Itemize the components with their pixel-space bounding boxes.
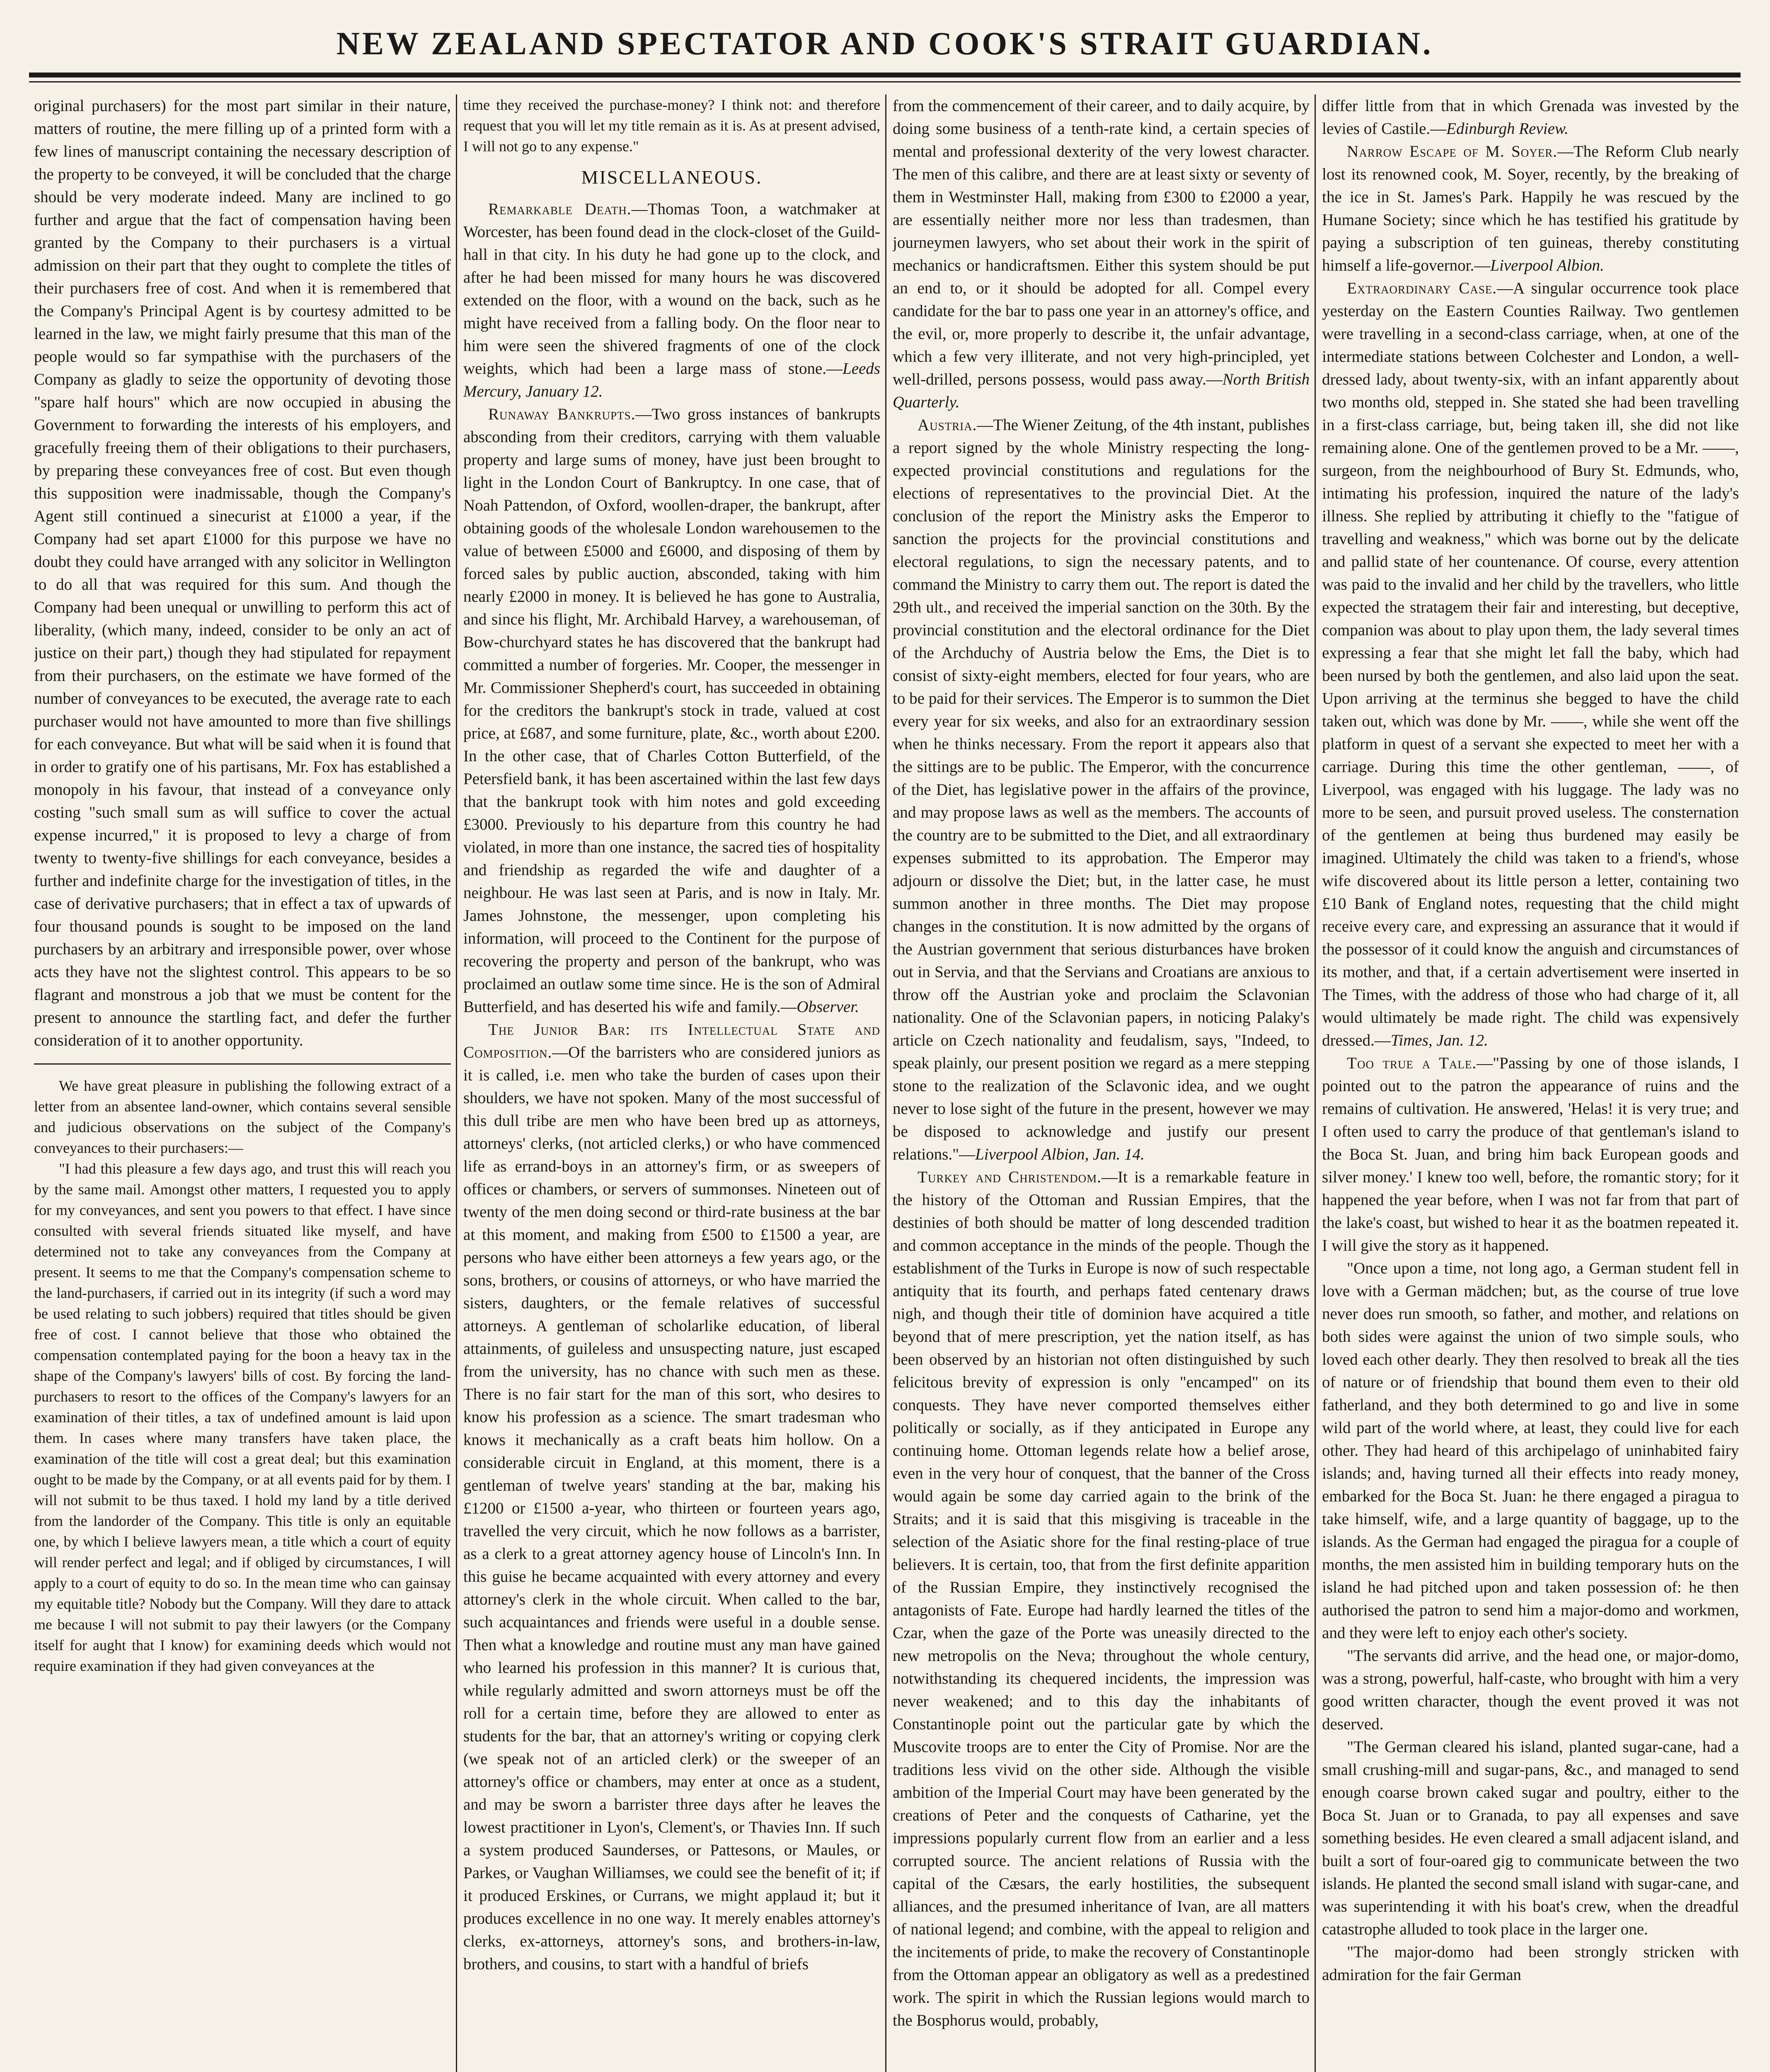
news-item-title: Narrow Escape of M. Soyer. bbox=[1347, 143, 1557, 160]
column-1 bbox=[34, 94, 451, 2072]
news-item bbox=[463, 403, 880, 1018]
news-item-title: Too true a Tale. bbox=[1347, 1054, 1477, 1072]
news-item-body: —Of the barristers who are considered juniors as it is called, i.e. men who take the burden of cases upon their shoulders, we have not spoken. Many of the most successful of this dull tribe are men who have been bred up as attorneys, attorneys' clerks, (not articled clerks,) or who have commenced life as errand-boys in an attorney's firm, or as sweepers of offices or chambers, or servers of summonses. Nineteen out of twenty of the men doing second or third-rate business at the bar at this moment, and making from £500 to £1500 a year, are persons who have either been attorneys a few years ago, or the sons, brothers, or cousins of attorneys, or who have married the sisters, daughters, or the female relatives of successful attorneys. A gentleman of scholarlike education, of liberal attainments, of guileless and unsuspecting nature, just escaped from the university, has no chance with such men as these. There is no fair start for the man of this sort, who desires to know his profession as a science. The smart tradesman who knows it mechanically as a craft beats him hollow. On a considerable circuit in England, at this moment, there is a gentleman of twelve years' standing at the bar, making his £1200 or £1500 a-year, who thirteen or fourteen years ago, travelled the very circuit, which he now follows as a barrister, as a clerk to a great attorney agency house of Lincoln's Inn. In this guise he became acquainted with every attorney and every attorney's clerk in the whole circuit. When called to the bar, such acquaintances and friends were useful in a double sense. Then what a knowledge and routine must any man have gained who learned his profession in this manner? It is curious that, while regularly admitted and sworn attorneys must be off the roll for a certain time, before they are allowed to enter as students for the bar, that an attorney's writing or copying clerk (we speak not of an articled clerk) or the sweeper of an attorney's office or chambers, may enter at once as a student, and may be sworn a barrister three days after he leaves the lowest practitioner in Lyon's, Clement's, or Thavies Inn. If such a system produced Saunderses, or Pattesons, or Maules, or Parkes, or Vaughan Williamses, we could see the benefit of it; if it produced Erskines, or Currans, we might applaud it; but it produces excellence in no one way. It merely enables attorney's clerks, ex-attorneys, attorney's sons, and brothers-in-law, brothers, and cousins, to start with a handful of briefs bbox=[463, 1043, 880, 1973]
news-item-title: The Junior Bar: its Intellectual State and Composition. bbox=[463, 1021, 880, 1061]
news-item-body: —Thomas Toon, a watchmaker at Worcester, has been found dead in the clock-closet of the Guild-hall in that city. In his duty he had gone up to the clock, and after he had been missed for many hours he was discovered extended on the floor, with a wound on the back, such as he might have received from a falling body. On the floor near to him were seen the shivered fragments of one of the clock weights, which had been a large mass of stone.— bbox=[463, 200, 880, 378]
section-rule bbox=[34, 1063, 451, 1065]
section-heading: MISCELLANEOUS. bbox=[581, 167, 763, 188]
news-item-title: Turkey and Christendom. bbox=[918, 1168, 1102, 1186]
masthead-rule-thick bbox=[29, 73, 1741, 77]
news-item bbox=[1322, 277, 1739, 1052]
news-item-body: —The Wiener Zeitung, of the 4th instant, publishes a report signed by the whole Ministry respecting the long-expected provincial constitutions and regulations for the elections of representatives to the provincial Diet. At the conclusion of the report the Ministry asks the Emperor to sanction the projects for the provincial constitutions and electoral regulations, to sign the necessary patents, and to command the Ministry to carry them out. The report is dated the 29th ult., and received the imperial sanction on the 30th. By the provincial constitution and the electoral ordinance for the Diet of the Archduchy of Austria below the Ems, the Diet is to consist of sixty-eight members, elected for four years, who are to be paid for their services. The Emperor is to summon the Diet every year for six weeks, and also for an extraordinary session when he thinks necessary. From the report it appears also that the sittings are to be public. The Emperor, with the concurrence of the Diet, has legislative power in the affairs of the province, and may propose laws as well as the members. The accounts of the country are to be submitted to the Diet, and all extraordinary expenses submitted to its approbation. The Emperor may adjourn or dissolve the Diet; but, in the latter case, he must summon another in three months. The Diet may propose changes in the constitution. It is now admitted by the organs of the Austrian government that serious disturbances have broken out in Servia, and that the Servians and Croatians are anxious to throw off the Austrian yoke and proclaim the Sclavonian nationality. One of the Sclavonian papers, in noticing Palaky's article on Czech nationality and feudalism, says, "Indeed, to speak plainly, our present position we regard as a mere stepping stone to the realization of the Sclavonic idea, and we ought never to lose sight of the future in the present, however we may be disposed to acknowledge and justify our present relations."— bbox=[893, 416, 1310, 1163]
news-item-source: Liverpool Albion, Jan. 14. bbox=[975, 1145, 1145, 1163]
news-item bbox=[1322, 94, 1739, 140]
article-paragraph: We have great pleasure in publishing the following extract of a letter from an absentee land-owner, which contains several sensible and judicious observations on the subject of the Company's conveyances to their purchasers:— bbox=[34, 1077, 451, 1156]
column-2 bbox=[463, 94, 880, 2072]
story-paragraph: "The German cleared his island, planted sugar-cane, had a small crushing-mill and sugar-pans, &c., and managed to send enough coarse brown caked sugar and poultry, either to the Boca St. Juan or to Granada, to pay all expenses and save something besides. He even cleared a small adjacent island, and built a sort of four-oared gig to communicate between the two islands. He planted the second small island with sugar-cane, and was superintending it with his boat's crew, when the dreadful catastrophe alluded to took place in the larger one. bbox=[1322, 1738, 1739, 1938]
news-item-title: Runaway Bankrupts. bbox=[488, 405, 636, 423]
news-item-body: differ little from that in which Grenada was invested by the levies of Castile.— bbox=[1322, 97, 1739, 138]
news-item-title: Remarkable Death. bbox=[488, 200, 632, 218]
news-item-body: —It is a remarkable feature in the history of the Ottoman and Russian Empires, that the destinies of both should be matter of long descended tradition and common acceptance in the minds of the people. Though the establishment of the Turks in Europe is now of such respectable antiquity that its fourth, and perhaps fated centenary draws nigh, and though their title of dominion have acquired a title beyond that of mere prescription, yet the nation itself, as has been observed by an historian not often distinguished by such felicitous brevity of expression is only "encamped" on its conquests. They have never comported themselves either politically or socially, as if they anticipated in Europe any continuing home. Ottoman legends relate how a belief arose, even in the very hour of conquest, that the banner of the Cross would again be some day carried again to the brink of the Straits; and it is said that this misgiving is traceable in the selection of the Asiatic shore for the final resting-place of true believers. It is certain, too, that from the first definite apparition of the Russian Empire, they instinctively recognised the antagonists of Fate. Europe had hardly learned the titles of the Czar, when the gaze of the Porte was uneasily directed to the new metropolis on the Neva; throughout the whole century, notwithstanding its chequered incidents, the impression was never weakened; and to this day the inhabitants of Constantinople point out the particular gate by which the Muscovite troops are to enter the City of Promise. Nor are the traditions less vivid on the other side. Although the visible ambition of the Imperial Court may have been generated by the creations of Peter and the conquests of Catharine, yet the impressions popularly current flow from an earlier and a less corrupted source. The ancient relations of Russia with the capital of the Cæsars, the early hostilities, the subsequent alliances, and the presumed inheritance of Ivan, are all matters of national legend; and combine, with the appeal to religion and the incitements of pride, to make the recovery of Constantinople from the Ottoman appear an obligatory as well as a predestined work. The spirit in which the Russian legions would march to the Bosphorus would, probably, bbox=[893, 1168, 1310, 2029]
story-paragraph: "The major-domo had been strongly stricken with admiration for the fair German bbox=[1322, 1943, 1739, 1984]
news-item-title: Austria. bbox=[918, 416, 977, 434]
letter-extract-end: time they received the purchase-money? I think not: and therefore request that you will let my title remain as it is. As at present advised, I will not go to any expense." bbox=[463, 97, 880, 155]
news-item-source: Observer. bbox=[797, 998, 859, 1016]
news-item-title: Extraordinary Case. bbox=[1347, 279, 1497, 297]
news-item-body: —"Passing by one of those islands, I pointed out to the patron the appearance of ruins and the remains of cultivation. He answered, 'Helas! it is very true; and I often used to carry the produce of that gentleman's island to the Boca St. Juan, and bring him back European goods and silver money.' I knew too well, before, the romantic story; for it happened the year before, when I was not far from that part of the lake's coast, but wished to hear it as the boatmen repeated it. I will give the story as it happened. bbox=[1322, 1054, 1739, 1254]
news-item-source: Liverpool Albion. bbox=[1490, 257, 1604, 274]
news-item-body: —Two gross instances of bankrupts absconding from their creditors, carrying with them valuable property and large sums of money, have just been brought to light in the London Court of Bankruptcy. In one case, that of Noah Pattendon, of Oxford, woollen-draper, the bankrupt, after obtaining goods of the wholesale London warehousemen to the value of between £5000 and £6000, and disposing of them by forced sales by public auction, absconded, taking with him nearly £2000 in money. It is believed he has gone to Australia, and since his flight, Mr. Archibald Harvey, a warehouseman, of Bow-churchyard states he has discovered that the bankrupt had committed a number of forgeries. Mr. Cooper, the messenger in Mr. Commissioner Shepherd's court, has succeeded in obtaining for the creditors the bankrupt's stock in trade, valued at cost price, at £687, and some furniture, plate, &c., worth about £200. In the other case, that of Charles Cotton Butterfield, of the Petersfield bank, it has been ascertained within the last few days that the bankrupt took with him notes and gold exceeding £3000. Previously to his departure from this country he had violated, in more than one instance, the sacred ties of hospitality and friendship as regarded the wife and daughter of a neighbour. He was last seen at Paris, and is now in Italy. Mr. James Johnstone, the messenger, upon completing his information, will proceed to the Continent for the purpose of recovering the property and person of the bankrupt, who was proclaimed an outlaw some time since. He is the son of Admiral Butterfield, and has deserted his wife and family.— bbox=[463, 405, 880, 1016]
news-item bbox=[463, 198, 880, 403]
news-item bbox=[1322, 1052, 1739, 1257]
news-item bbox=[893, 94, 1310, 414]
column-divider bbox=[885, 94, 886, 2072]
news-item-body: from the commencement of their career, and to daily acquire, by doing some business of a tenth-rate kind, a certain species of mental and professional dexterity of the very lowest character. The men of this calibre, and there are at least sixty or seventy of them in Westminster Hall, making from £300 to £2000 a year, are essentially neither more nor less than tradesmen, than journeymen lawyers, who set about their work in the spirit of mechanics or handicraftsmen. Either this system should be put an end to, or it should be adopted for all. Compel every candidate for the bar to pass one year in an attorney's office, and the evil, or, more properly to describe it, the unfair advantage, which a few very illiterate, and not very high-principled, yet well-drilled, persons possess, would pass away.— bbox=[893, 97, 1310, 388]
story-paragraph: "Once upon a time, not long ago, a German student fell in love with a German mädchen; but, as the course of true love never does run smooth, so father, and mother, and relations on both sides were against the union of two simple souls, who loved each other dearly. They then resolved to break all the ties of nature or of friendship that bound them even to their old fatherland, and they both determined to go and live in some wild part of the world where, at least, they could live for each other. They had heard of this archipelago of uninhabited fairy islands; and, having turned all their effects into ready money, embarked for the Boca St. Juan: he there engaged a piragua to take himself, wife, and a large quantity of baggage, up to the islands. As the German had engaged the piragua for a couple of months, the men assisted him in building temporary huts on the island he had pitched upon and taken possession of: he then authorised the patron to send him a major-domo and workmen, and they were left to enjoy each other's society. bbox=[1322, 1259, 1739, 1642]
column-3 bbox=[893, 94, 1310, 2072]
article-paragraph: original purchasers) for the most part similar in their nature, matters of routine, the mere filling up of a printed form with a few lines of manuscript containing the necessary description of the property to be conveyed, it will be concluded that the charge should be very moderate indeed. Many are inclined to go further and argue that the fact of compensation having been granted by the Company to their purchasers is a virtual admission on their part that they ought to complete the titles of their purchasers free of cost. And when it is remembered that the Company's Principal Agent is by courtesy admitted to be learned in the law, we might fairly presume that this man of the people would so far sympathise with the purchasers of the Company as gladly to seize the opportunity of devoting those "spare half hours" which are now occupied in abusing the Government to forwarding the interests of his employers, and gracefully freeing them of their obligations to their purchasers, by preparing these conveyances free of cost. But even though this supposition were inadmissable, though the Company's Agent still continued a sinecurist at £1000 a year, if the Company had set apart £1000 for this purpose we have no doubt they could have arranged with any solicitor in Wellington to do all that was required for this sum. And though the Company had been unequal or unwilling to perform this act of liberality, (which many, indeed, consider to be only an act of justice on their part,) though they had stipulated for repayment from their purchasers, on the estimate we have formed of the number of conveyances to be executed, the average rate to each purchaser would not have amounted to more than five shillings for each conveyance. But what will be said when it is found that in order to gratify one of his partisans, Mr. Fox has established a monopoly in his favour, that instead of a conveyance only costing "such small sum as will suffice to cover the actual expense incurred," it is proposed to levy a charge of from twenty to twenty-five shillings for each conveyance, besides a further and indefinite charge for the investigation of titles, in the case of derivative purchasers; that in effect a tax of upwards of four thousand pounds is sought to be imposed on the land purchasers by an arbitrary and irresponsible power, over whose acts they have not the slightest control. This appears to be so flagrant and monstrous a job that we must be content for the present to announce the startling fact, and defer the further consideration of it to another opportunity. bbox=[34, 97, 451, 1049]
news-item-body: —A singular occurrence took place yesterday on the Eastern Counties Railway. Two gentlemen were travelling in a second-class carriage, when, at one of the intermediate stations between Colchester and London, a well-dressed lady, about twenty-six, with an infant apparently about two months old, stepped in. She stated she had been travelling in a first-class carriage, but, being taken ill, she did not like remaining alone. One of the gentlemen proved to be a Mr. ——, surgeon, from the neighbourhood of Bury St. Edmunds, who, intimating his profession, inquired the nature of the lady's illness. She replied by attributing it chiefly to the "fatigue of travelling and weakness," which was borne out by the delicate and pallid state of her countenance. Of course, every attention was paid to the invalid and her child by the travellers, who little expected the stratagem their fair and interesting, but deceptive, companion was about to play upon them, the lady several times expressing a fear that she might let fall the baby, which had been nursed by both the gentlemen, and also laid upon the seat. Upon arriving at the terminus she begged to have the child taken out, which was done by Mr. ——, while she went off the platform in quest of a servant she expected to meet her with a carriage. During this time the other gentleman, ——, of Liverpool, was engaged with his luggage. The lady was no more to be seen, and pursuit proved useless. The consternation of the gentlemen at being thus burdened may easily be imagined. Ultimately the child was taken to a friend's, whose wife discovered about its little person a letter, containing two £10 Bank of England notes, requesting that the child might receive every care, and expressing an assurance that it would if the possessor of it could know the anguish and circumstances of its mother, and that, if a certain advertisement were inserted in The Times, with the address of those who had charge of it, all would ultimately be made right. The child was expensively dressed.— bbox=[1322, 279, 1739, 1049]
news-item-body: —The Reform Club nearly lost its renowned cook, M. Soyer, recently, by the breaking of the ice in St. James's Park. Happily he was rescued by the Humane Society; since which he has testified his gratitude by paying a subscription of ten guineas, thereby constituting himself a life-governor.— bbox=[1322, 143, 1739, 274]
news-item-source: North British Quarterly. bbox=[893, 370, 1310, 411]
column-divider bbox=[1315, 94, 1316, 2072]
column-4 bbox=[1322, 94, 1739, 2072]
news-item bbox=[1322, 140, 1739, 277]
news-item-source: Times, Jan. 12. bbox=[1390, 1031, 1488, 1049]
masthead-title: NEW ZEALAND SPECTATOR AND COOK'S STRAIT GUARDIAN. bbox=[336, 25, 1433, 61]
story-paragraph: "The servants did arrive, and the head one, or major-domo, was a strong, powerful, half-caste, who brought with him a very good written character, though the event proved it was not deserved. bbox=[1322, 1647, 1739, 1733]
news-item bbox=[893, 414, 1310, 1166]
column-divider bbox=[456, 94, 457, 2072]
masthead-rule-thin bbox=[29, 81, 1741, 82]
news-item-source: Edinburgh Review. bbox=[1446, 120, 1569, 138]
news-item-source: Leeds Mercury, January 12. bbox=[463, 360, 880, 400]
letter-extract: "I had this pleasure a few days ago, and trust this will reach you by the same mail. Amongst other matters, I requested you to apply for my conveyances, and sent you powers to that effect. I have since consulted with several friends situated like myself, and have determined not to take any conveyances from the Company at present. It seems to me that the Company's compensation scheme to the land-purchasers, if carried out in its integrity (if such a word may be used relating to such jobbers) required that titles should be given free of cost. I cannot believe that those who obtained the compensation contemplated paying for the boon a heavy tax in the shape of the Company's lawyers' bills of cost. By forcing the land-purchasers to resort to the offices of the Company's lawyers for an examination of their titles, a tax of undefined amount is laid upon them. In cases where many transfers have taken place, the examination of the title will cost a great deal; but this examination ought to be made by the Company, or at all events paid for by them. I will not submit to be thus taxed. I hold my land by a title derived from the landorder of the Company. This title is only an equitable one, by which I believe lawyers mean, a title which a court of equity will render perfect and legal; and if obliged by circumstances, I will apply to a court of equity to do so. In the mean time who can gainsay my equitable title? Nobody but the Company. Will they dare to attack me because I will not submit to pay their lawyers (or the Company itself for aught that I know) for examining deeds which would not require examination if they had given conveyances at the bbox=[34, 1160, 451, 1674]
news-item bbox=[893, 1166, 1310, 2032]
news-item bbox=[463, 1018, 880, 1975]
